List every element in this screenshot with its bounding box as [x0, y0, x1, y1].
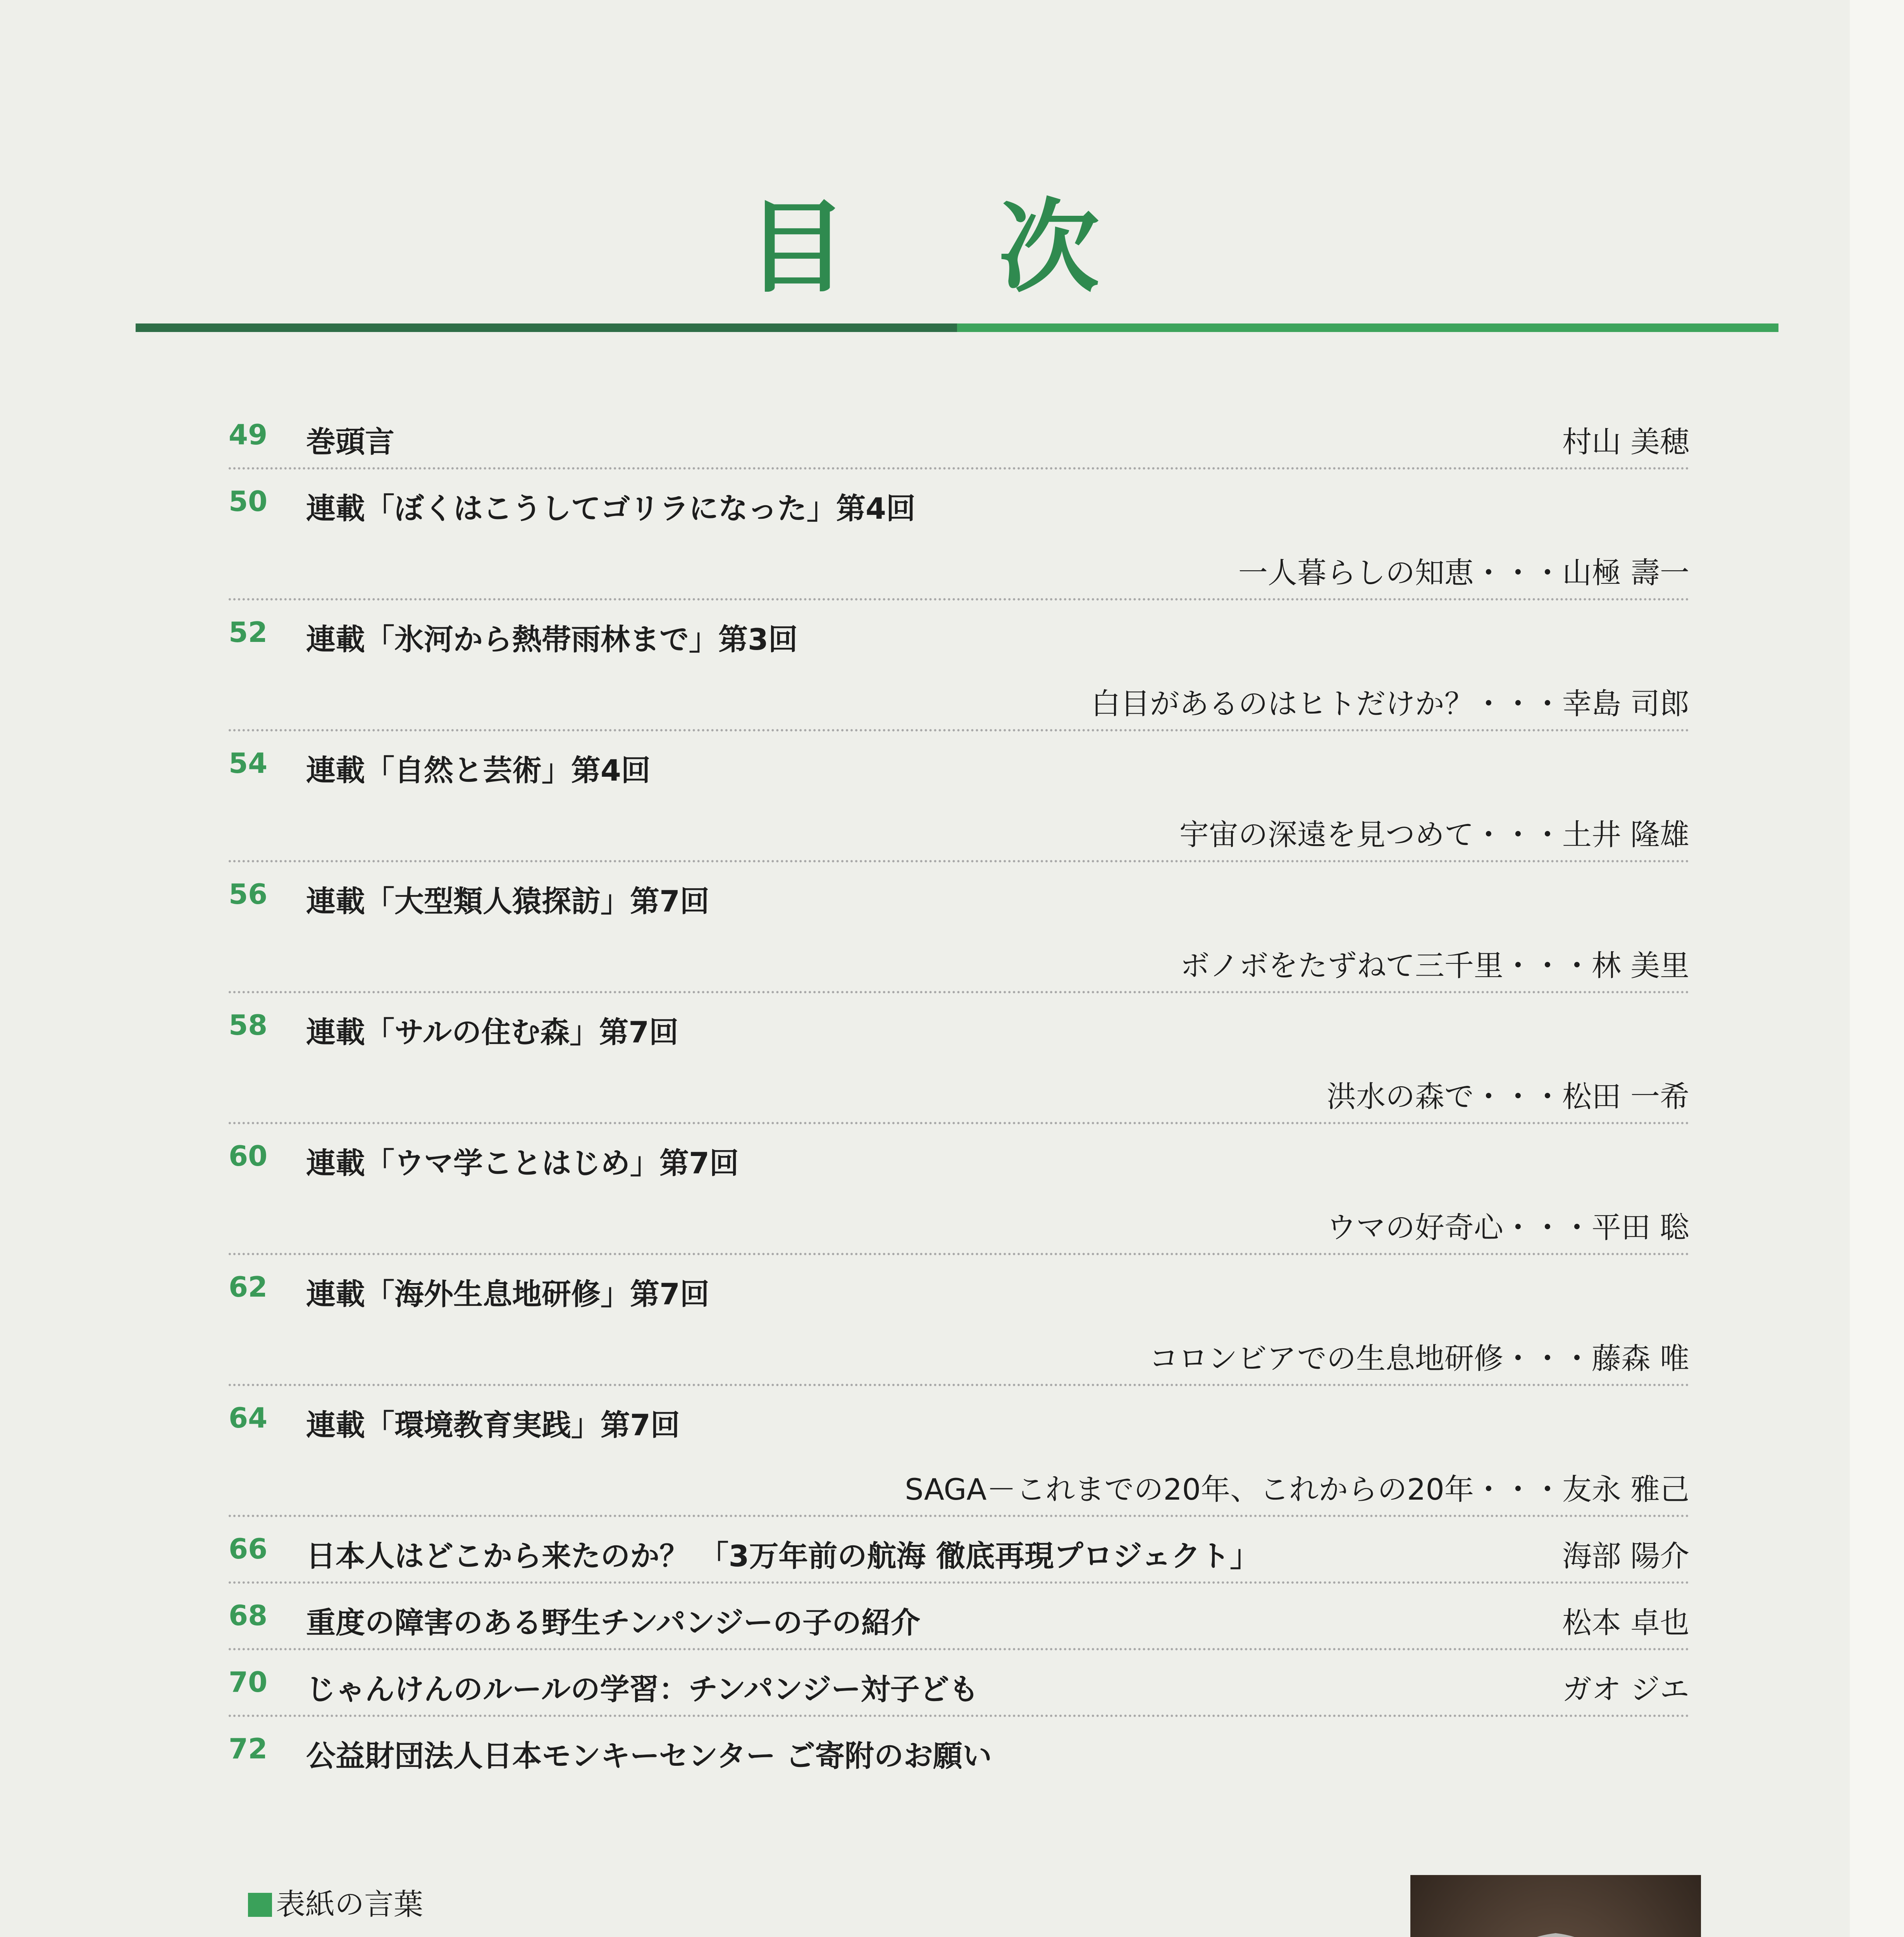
entry-title: 連載「大型類人猿探訪」第7回 [306, 884, 709, 919]
entry-subtitle: 宇宙の深遠を見つめて・・・土井 隆雄 [1179, 817, 1689, 852]
toc-entry[interactable] [229, 403, 1689, 470]
author-portrait [1410, 1875, 1701, 1937]
table-of-contents [229, 403, 1689, 1781]
entry-title: 連載「環境教育実践」第7回 [306, 1408, 680, 1442]
entry-author: 村山 美穂 [1562, 425, 1689, 459]
title-rule [136, 323, 1778, 332]
portrait-illustration [1410, 1875, 1701, 1937]
page-number: 60 [229, 1140, 268, 1172]
entry-title: 連載「ウマ学ことはじめ」第7回 [306, 1146, 739, 1180]
cover-heading [248, 1881, 423, 1923]
page-number: 66 [229, 1533, 268, 1565]
toc-entry-subtitle [229, 665, 1689, 731]
entry-title: 連載「氷河から熱帯雨林まで」第3回 [306, 622, 798, 657]
page-number: 68 [229, 1599, 268, 1632]
toc-entry[interactable] [229, 1650, 1689, 1717]
toc-entry-subtitle [229, 1058, 1689, 1124]
cover-heading-text: 表紙の言葉 [276, 1887, 423, 1922]
toc-entry[interactable] [229, 470, 1689, 534]
entry-title: 連載「ぼくはこうしてゴリラになった」第4回 [306, 491, 916, 526]
entry-title: じゃんけんのルールの学習：チンパンジー対子ども [306, 1672, 979, 1706]
square-bullet-icon [248, 1893, 272, 1917]
entry-subtitle: 白目があるのはヒトだけか？・・・幸島 司郎 [1091, 686, 1689, 721]
entry-title: 日本人はどこから来たのか？ 「3万年前の航海 徹底再現プロジェクト」 [306, 1539, 1260, 1573]
toc-entry[interactable] [229, 1386, 1689, 1450]
toc-entry[interactable] [229, 1584, 1689, 1650]
toc-entry[interactable] [229, 1717, 1689, 1781]
page-title: 目 次 [746, 189, 1158, 306]
toc-entry-subtitle [229, 927, 1689, 993]
entry-subtitle: 一人暮らしの知恵・・・山極 壽一 [1238, 556, 1689, 590]
page-number: 52 [229, 616, 268, 649]
entry-title: 連載「海外生息地研修」第7回 [306, 1277, 709, 1311]
entry-subtitle: SAGA－これまでの20年、これからの20年・・・友永 雅己 [905, 1472, 1689, 1507]
entry-subtitle: ウマの好奇心・・・平田 聡 [1326, 1210, 1689, 1245]
page-number: 62 [229, 1271, 268, 1303]
entry-subtitle: ボノボをたずねて三千里・・・林 美里 [1180, 948, 1689, 983]
page-number: 50 [229, 485, 268, 518]
entry-author: 海部 陽介 [1562, 1539, 1689, 1573]
page-number: 49 [229, 418, 268, 451]
entry-title: 公益財団法人日本モンキーセンター ご寄附のお願い [306, 1739, 992, 1773]
page-number: 56 [229, 878, 268, 910]
toc-entry-subtitle [229, 1450, 1689, 1517]
toc-entry[interactable] [229, 1517, 1689, 1584]
page-number: 58 [229, 1009, 268, 1041]
entry-title: 巻頭言 [306, 425, 394, 459]
toc-entry[interactable] [229, 1124, 1689, 1189]
toc-entry[interactable] [229, 1255, 1689, 1319]
page-number: 72 [229, 1732, 268, 1765]
toc-entry-subtitle [229, 796, 1689, 862]
toc-entry-subtitle [229, 1189, 1689, 1255]
entry-title: 連載「サルの住む森」第7回 [306, 1015, 679, 1049]
entry-title: 重度の障害のある野生チンパンジーの子の紹介 [306, 1605, 920, 1640]
toc-entry[interactable] [229, 731, 1689, 796]
toc-entry[interactable] [229, 993, 1689, 1058]
toc-entry-subtitle [229, 1319, 1689, 1386]
page-number: 70 [229, 1666, 268, 1698]
entry-title: 連載「自然と芸術」第4回 [306, 753, 651, 788]
entry-author: 松本 卓也 [1562, 1605, 1689, 1640]
entry-subtitle: 洪水の森で・・・松田 一希 [1326, 1079, 1689, 1114]
entry-author: ガオ ジエ [1562, 1672, 1689, 1706]
page-number: 54 [229, 747, 268, 779]
entry-subtitle: コロンビアでの生息地研修・・・藤森 唯 [1149, 1341, 1689, 1376]
toc-entry-subtitle [229, 534, 1689, 600]
toc-entry[interactable] [229, 862, 1689, 927]
toc-entry[interactable] [229, 600, 1689, 665]
page-number: 64 [229, 1402, 268, 1434]
